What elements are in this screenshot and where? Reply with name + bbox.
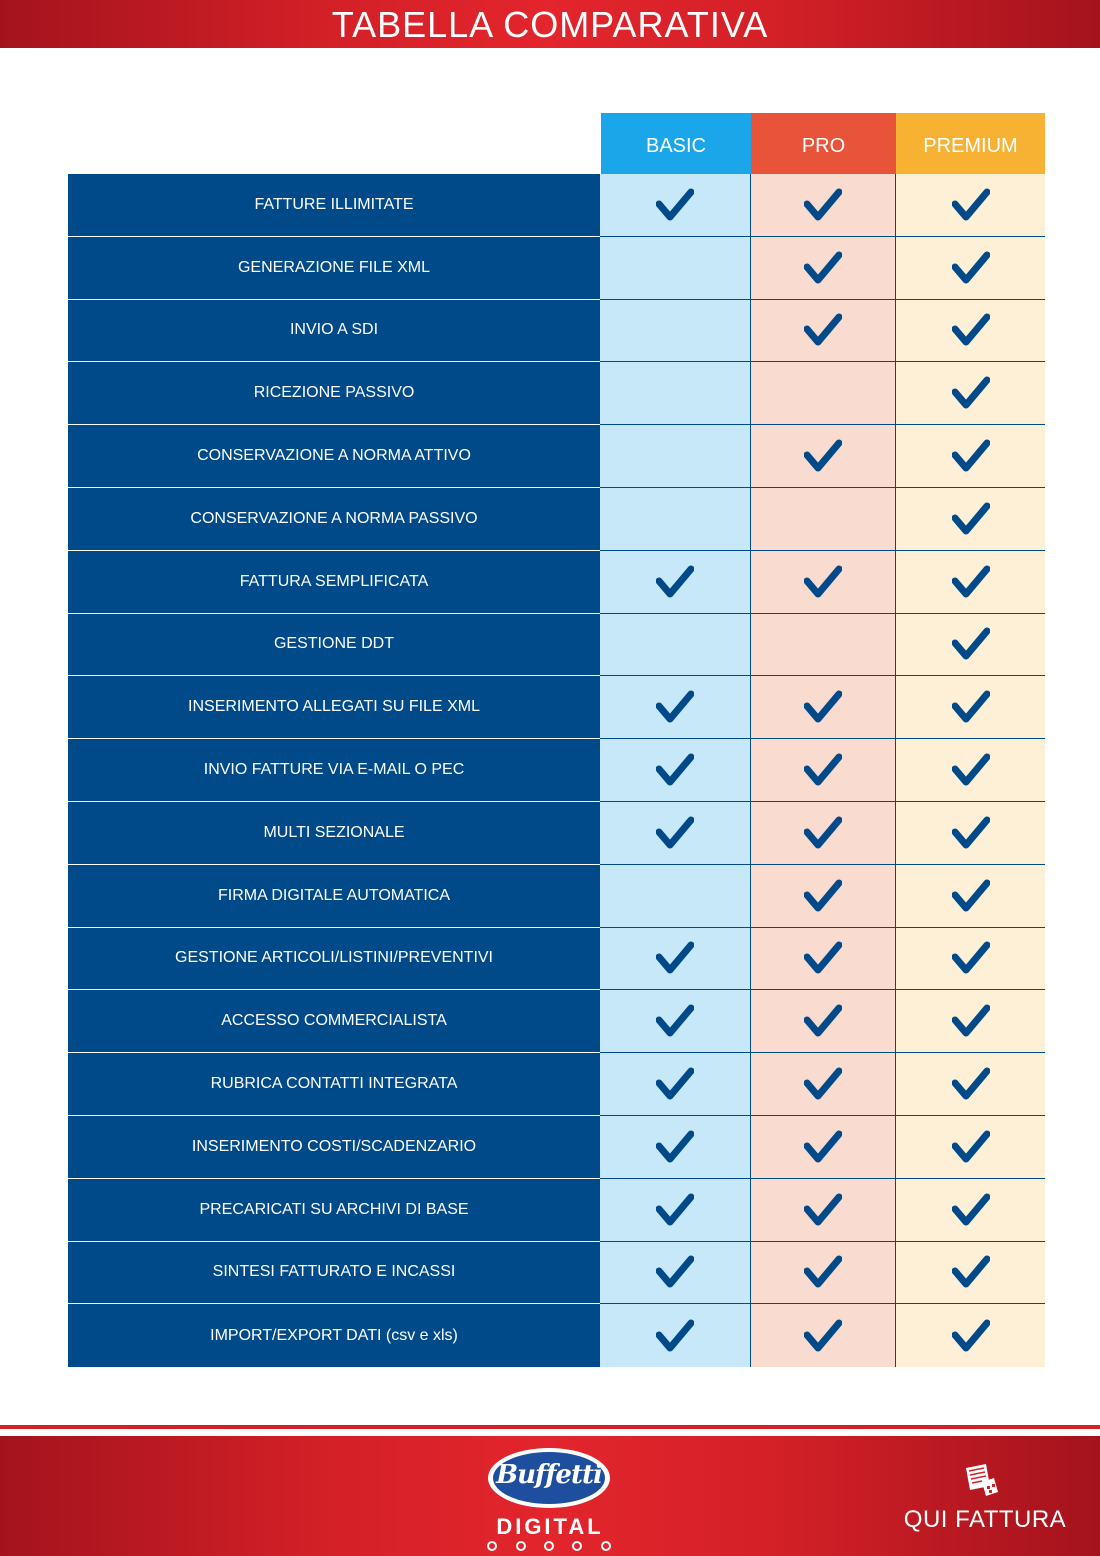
check-icon xyxy=(804,1319,842,1353)
table-row xyxy=(68,237,1045,300)
check-icon xyxy=(656,941,694,975)
cell-premium xyxy=(895,739,1045,802)
cell-pro xyxy=(750,1242,895,1305)
cell-pro xyxy=(750,676,895,739)
check-icon xyxy=(804,816,842,850)
check-icon xyxy=(952,1319,990,1353)
check-icon xyxy=(804,1193,842,1227)
cell-pro xyxy=(750,928,895,991)
cell-pro xyxy=(750,300,895,363)
feature-label: MULTI SEZIONALE xyxy=(68,802,600,865)
check-icon xyxy=(804,753,842,787)
check-icon xyxy=(804,313,842,347)
cell-pro xyxy=(750,990,895,1053)
cell-premium xyxy=(895,1242,1045,1305)
check-icon xyxy=(952,1193,990,1227)
feature-label: FIRMA DIGITALE AUTOMATICA xyxy=(68,865,600,928)
cell-pro xyxy=(750,802,895,865)
table-row xyxy=(68,1242,1045,1305)
feature-label: ACCESSO COMMERCIALISTA xyxy=(68,990,600,1053)
cell-premium xyxy=(895,300,1045,363)
check-icon xyxy=(656,690,694,724)
cell-premium xyxy=(895,551,1045,614)
feature-label: CONSERVAZIONE A NORMA PASSIVO xyxy=(68,488,600,551)
check-icon xyxy=(656,188,694,222)
check-icon xyxy=(804,251,842,285)
plan-header-premium: PREMIUM xyxy=(896,113,1045,174)
check-icon xyxy=(952,879,990,913)
cell-basic xyxy=(600,174,750,237)
table-row xyxy=(68,1179,1045,1242)
feature-label: FATTURE ILLIMITATE xyxy=(68,174,600,237)
cell-premium xyxy=(895,865,1045,928)
cell-basic xyxy=(600,1242,750,1305)
cell-premium xyxy=(895,174,1045,237)
header-banner xyxy=(0,0,1100,48)
check-icon xyxy=(952,313,990,347)
cell-pro xyxy=(750,1179,895,1242)
check-icon xyxy=(656,753,694,787)
check-icon xyxy=(656,1319,694,1353)
cell-basic xyxy=(600,614,750,677)
feature-label: INSERIMENTO ALLEGATI SU FILE XML xyxy=(68,676,600,739)
cell-basic xyxy=(600,237,750,300)
cell-pro xyxy=(750,488,895,551)
cell-pro xyxy=(750,551,895,614)
table-row xyxy=(68,174,1045,237)
feature-label: GENERAZIONE FILE XML xyxy=(68,237,600,300)
cell-basic xyxy=(600,1304,750,1367)
page-title: TABELLA COMPARATIVA xyxy=(331,4,769,45)
cell-premium xyxy=(895,1116,1045,1179)
table-row xyxy=(68,614,1045,677)
feature-label: PRECARICATI SU ARCHIVI DI BASE xyxy=(68,1179,600,1242)
table-row xyxy=(68,362,1045,425)
cell-premium xyxy=(895,802,1045,865)
check-icon xyxy=(804,1255,842,1289)
cell-premium xyxy=(895,362,1045,425)
check-icon xyxy=(952,1004,990,1038)
cell-pro xyxy=(750,174,895,237)
cell-premium xyxy=(895,614,1045,677)
feature-label: INVIO A SDI xyxy=(68,300,600,363)
check-icon xyxy=(952,1255,990,1289)
check-icon xyxy=(656,1067,694,1101)
check-icon xyxy=(804,879,842,913)
check-icon xyxy=(656,1255,694,1289)
table-row xyxy=(68,551,1045,614)
cell-premium xyxy=(895,676,1045,739)
check-icon xyxy=(952,565,990,599)
check-icon xyxy=(952,1130,990,1164)
cell-basic xyxy=(600,990,750,1053)
check-icon xyxy=(952,502,990,536)
check-icon xyxy=(952,439,990,473)
feature-label: CONSERVAZIONE A NORMA ATTIVO xyxy=(68,425,600,488)
table-row xyxy=(68,300,1045,363)
cell-basic xyxy=(600,739,750,802)
check-icon xyxy=(804,941,842,975)
cell-basic xyxy=(600,802,750,865)
cell-pro xyxy=(750,362,895,425)
qui-fattura-logo-icon xyxy=(960,1462,1000,1502)
digital-label: DIGITAL xyxy=(496,1514,604,1539)
feature-label: FATTURA SEMPLIFICATA xyxy=(68,551,600,614)
cell-basic xyxy=(600,676,750,739)
check-icon xyxy=(804,1067,842,1101)
cell-basic xyxy=(600,425,750,488)
cell-pro xyxy=(750,1116,895,1179)
cell-premium xyxy=(895,1179,1045,1242)
cell-basic xyxy=(600,300,750,363)
check-icon xyxy=(804,565,842,599)
check-icon xyxy=(804,439,842,473)
check-icon xyxy=(804,188,842,222)
cell-basic xyxy=(600,1179,750,1242)
feature-label: SINTESI FATTURATO E INCASSI xyxy=(68,1242,600,1305)
table-row xyxy=(68,676,1045,739)
footer-divider xyxy=(0,1425,1100,1429)
qui-fattura-logo-text: QUI FATTURA xyxy=(903,1506,1067,1533)
check-icon xyxy=(952,690,990,724)
table-row xyxy=(68,739,1045,802)
cell-premium xyxy=(895,928,1045,991)
check-icon xyxy=(656,1130,694,1164)
digital-dots-icon xyxy=(486,1540,612,1552)
table-row xyxy=(68,1053,1045,1116)
check-icon xyxy=(952,941,990,975)
check-icon xyxy=(952,376,990,410)
cell-premium xyxy=(895,237,1045,300)
feature-label: GESTIONE ARTICOLI/LISTINI/PREVENTIVI xyxy=(68,928,600,991)
check-icon xyxy=(952,1067,990,1101)
buffetti-logo-text: Buffetti xyxy=(496,1460,602,1490)
cell-basic xyxy=(600,928,750,991)
check-icon xyxy=(952,188,990,222)
plan-header-pro: PRO xyxy=(751,113,896,174)
check-icon xyxy=(952,251,990,285)
cell-basic xyxy=(600,1116,750,1179)
table-row xyxy=(68,865,1045,928)
check-icon xyxy=(952,627,990,661)
feature-label: RUBRICA CONTATTI INTEGRATA xyxy=(68,1053,600,1116)
cell-basic xyxy=(600,865,750,928)
cell-basic xyxy=(600,1053,750,1116)
cell-pro xyxy=(750,614,895,677)
cell-premium xyxy=(895,1304,1045,1367)
cell-pro xyxy=(750,865,895,928)
table-row xyxy=(68,1304,1045,1367)
check-icon xyxy=(952,753,990,787)
table-row xyxy=(68,928,1045,991)
feature-label: INSERIMENTO COSTI/SCADENZARIO xyxy=(68,1116,600,1179)
cell-pro xyxy=(750,425,895,488)
cell-premium xyxy=(895,990,1045,1053)
comparison-table xyxy=(68,174,1045,1367)
feature-label: IMPORT/EXPORT DATI (csv e xls) xyxy=(68,1304,600,1367)
check-icon xyxy=(952,816,990,850)
feature-label: GESTIONE DDT xyxy=(68,614,600,677)
table-row xyxy=(68,1116,1045,1179)
plan-header-basic: BASIC xyxy=(601,113,751,174)
cell-pro xyxy=(750,237,895,300)
table-row xyxy=(68,802,1045,865)
check-icon xyxy=(804,1004,842,1038)
table-row xyxy=(68,425,1045,488)
cell-basic xyxy=(600,362,750,425)
cell-premium xyxy=(895,488,1045,551)
cell-pro xyxy=(750,1304,895,1367)
cell-premium xyxy=(895,425,1045,488)
check-icon xyxy=(656,565,694,599)
check-icon xyxy=(804,1130,842,1164)
cell-basic xyxy=(600,488,750,551)
cell-premium xyxy=(895,1053,1045,1116)
check-icon xyxy=(656,1193,694,1227)
check-icon xyxy=(656,816,694,850)
check-icon xyxy=(656,1004,694,1038)
cell-basic xyxy=(600,551,750,614)
table-row xyxy=(68,488,1045,551)
table-row xyxy=(68,990,1045,1053)
cell-pro xyxy=(750,739,895,802)
check-icon xyxy=(804,690,842,724)
cell-pro xyxy=(750,1053,895,1116)
feature-label: INVIO FATTURE VIA E-MAIL O PEC xyxy=(68,739,600,802)
feature-label: RICEZIONE PASSIVO xyxy=(68,362,600,425)
